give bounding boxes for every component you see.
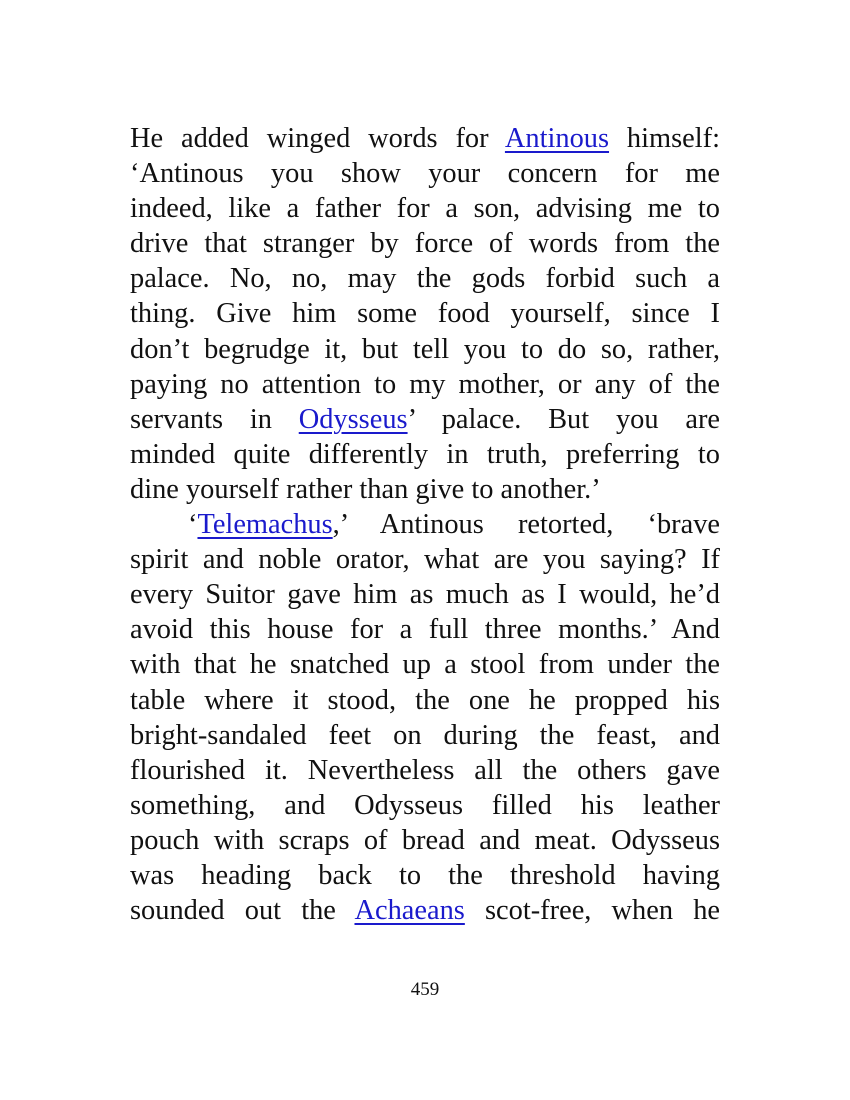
text-segment: minded quite differently in truth, preferring to — [130, 438, 720, 470]
text-segment: don’t begrudge it, but tell you to do so, rather, — [130, 333, 720, 365]
text-segment: servants in — [130, 403, 299, 435]
name-link[interactable]: Telemachus — [197, 509, 333, 541]
page-number: 459 — [410, 979, 440, 1000]
text-line — [130, 507, 720, 542]
text-segment: something, and Odysseus filled his leather — [130, 789, 720, 821]
text-line — [130, 367, 720, 402]
text-segment: dine yourself rather than give to another.’ — [130, 473, 601, 505]
name-link[interactable]: Achaeans — [354, 895, 465, 927]
text-line — [130, 823, 720, 858]
text-segment: spirit and noble orator, what are you saying? If — [130, 544, 720, 576]
text-segment: pouch with scraps of bread and meat. Odysseus — [130, 824, 720, 856]
text-segment: flourished it. Nevertheless all the others gave — [130, 754, 720, 786]
text-line — [130, 753, 720, 788]
text-line — [130, 893, 720, 928]
text-segment: ,’ Antinous retorted, ‘brave — [332, 509, 720, 541]
text-segment: himself: — [609, 123, 720, 154]
text-line — [130, 156, 720, 191]
text-line — [130, 332, 720, 367]
text-segment: thing. Give him some food yourself, since I — [130, 298, 720, 330]
text-line — [130, 683, 720, 718]
text-segment: avoid this house for a full three months.’ And — [130, 614, 720, 646]
body-text — [130, 121, 720, 928]
text-segment: bright-sandaled feet on during the feast, and — [130, 719, 720, 751]
text-line — [130, 858, 720, 893]
text-segment: paying no attention to my mother, or any of the — [130, 368, 720, 400]
text-segment: indeed, like a father for a son, advising me to — [130, 193, 720, 225]
text-segment: every Suitor gave him as much as I would, he’d — [130, 579, 720, 611]
text-segment: He added winged words for — [130, 123, 505, 154]
text-line — [130, 647, 720, 682]
text-line — [130, 121, 720, 156]
name-link[interactable]: Antinous — [504, 123, 610, 154]
text-line — [130, 437, 720, 472]
text-line — [130, 788, 720, 823]
text-line — [130, 718, 720, 753]
text-line — [130, 542, 720, 577]
text-segment: scot-free, when he — [464, 895, 720, 927]
text-line — [130, 296, 720, 331]
text-segment: sounded out the — [130, 895, 355, 927]
text-segment: with that he snatched up a stool from under the — [130, 649, 720, 681]
text-segment: ‘ — [188, 509, 198, 541]
text-line — [130, 472, 720, 507]
text-segment: table where it stood, the one he propped his — [130, 684, 720, 716]
text-line — [130, 612, 720, 647]
text-line — [130, 577, 720, 612]
text-segment: drive that stranger by force of words from the — [130, 228, 720, 260]
text-segment: ‘Antinous you show your concern for me — [130, 158, 720, 190]
text-line — [130, 191, 720, 226]
text-line — [130, 402, 720, 437]
name-link[interactable]: Odysseus — [298, 403, 408, 435]
text-line — [130, 226, 720, 261]
text-segment: palace. No, no, may the gods forbid such a — [130, 263, 720, 295]
text-line — [130, 261, 720, 296]
text-segment: ’ palace. But you are — [407, 403, 720, 435]
text-segment: was heading back to the threshold having — [130, 859, 720, 891]
